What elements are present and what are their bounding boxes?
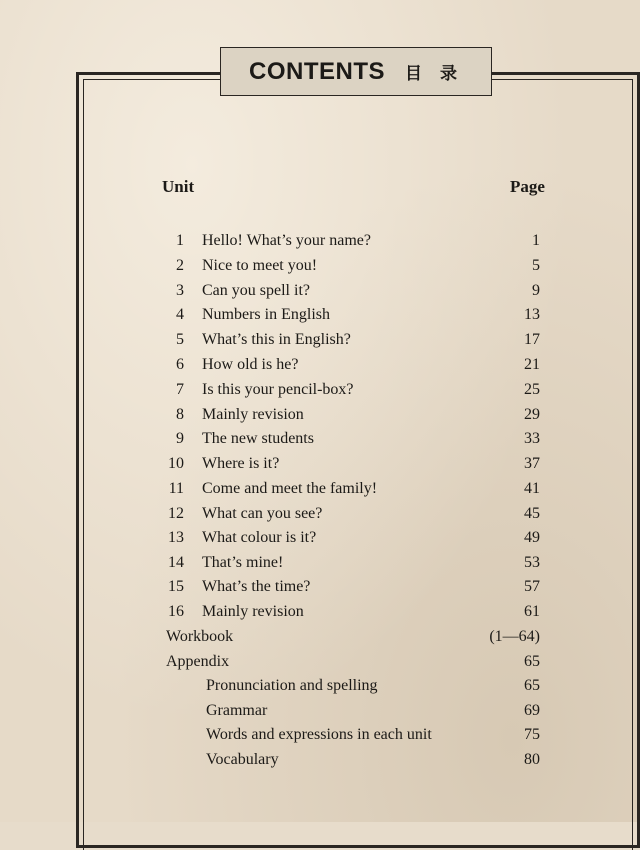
unit-title: Numbers in English [202, 306, 330, 323]
contents-title-chinese: 目 录 [405, 64, 463, 84]
page-number: 75 [524, 726, 540, 743]
unit-number: 8 [176, 406, 184, 423]
unit-title: What colour is it? [202, 529, 317, 546]
unit-title: Nice to meet you! [202, 257, 318, 274]
unit-title: Hello! What’s your name? [202, 232, 371, 249]
page-number: 21 [524, 356, 540, 373]
page-number: 53 [524, 554, 540, 571]
page-number: (1—64) [489, 628, 540, 645]
unit-title: What can you see? [202, 505, 323, 522]
page-number: 25 [524, 381, 540, 398]
page-number: 13 [524, 306, 540, 323]
unit-number: 5 [176, 331, 184, 348]
unit-title: Come and meet the family! [202, 480, 378, 497]
appendix-item-title: Vocabulary [206, 751, 279, 768]
unit-number: 15 [168, 578, 184, 595]
unit-number: 11 [168, 480, 184, 497]
workbook-title: Workbook [166, 628, 234, 645]
page-number: 1 [532, 232, 540, 249]
page-number: 65 [524, 677, 540, 694]
unit-number: 12 [168, 505, 184, 522]
page-column-header: Page [510, 177, 545, 196]
unit-number: 1 [176, 232, 184, 249]
contents-title: CONTENTS [249, 57, 386, 85]
unit-number: 9 [176, 430, 184, 447]
unit-title: What’s the time? [202, 578, 311, 595]
unit-title: How old is he? [202, 356, 299, 373]
page-number: 69 [524, 702, 540, 719]
page-number: 45 [524, 505, 540, 522]
unit-number: 2 [176, 257, 184, 274]
page-number: 37 [524, 455, 540, 472]
appendix-item-title: Grammar [206, 702, 268, 719]
unit-column-header: Unit [162, 177, 195, 196]
page-number: 9 [532, 282, 540, 299]
unit-number: 3 [176, 282, 184, 299]
page-number: 17 [524, 331, 540, 348]
page-number: 80 [524, 751, 540, 768]
unit-title: Can you spell it? [202, 282, 310, 299]
page-number: 5 [532, 257, 540, 274]
unit-number: 13 [168, 529, 184, 546]
appendix-item-title: Pronunciation and spelling [206, 677, 378, 694]
page-number: 57 [524, 578, 540, 595]
page-number: 61 [524, 603, 540, 620]
page-number: 41 [524, 480, 540, 497]
unit-number: 4 [176, 306, 184, 323]
page-number: 49 [524, 529, 540, 546]
unit-number: 6 [176, 356, 184, 373]
unit-title: Where is it? [202, 455, 280, 472]
page-number: 33 [524, 430, 540, 447]
unit-number: 14 [168, 554, 184, 571]
unit-title: That’s mine! [202, 554, 284, 571]
unit-number: 7 [176, 381, 184, 398]
page-number: 65 [524, 653, 540, 670]
unit-number: 16 [168, 603, 184, 620]
unit-number: 10 [168, 455, 184, 472]
appendix-title: Appendix [166, 653, 230, 670]
unit-title: Is this your pencil-box? [202, 381, 354, 398]
contents-title-box [220, 47, 492, 96]
unit-title: Mainly revision [202, 603, 304, 620]
page-number: 29 [524, 406, 540, 423]
unit-title: The new students [202, 430, 314, 447]
unit-title: Mainly revision [202, 406, 304, 423]
appendix-item-title: Words and expressions in each unit [206, 726, 432, 743]
unit-title: What’s this in English? [202, 331, 351, 348]
